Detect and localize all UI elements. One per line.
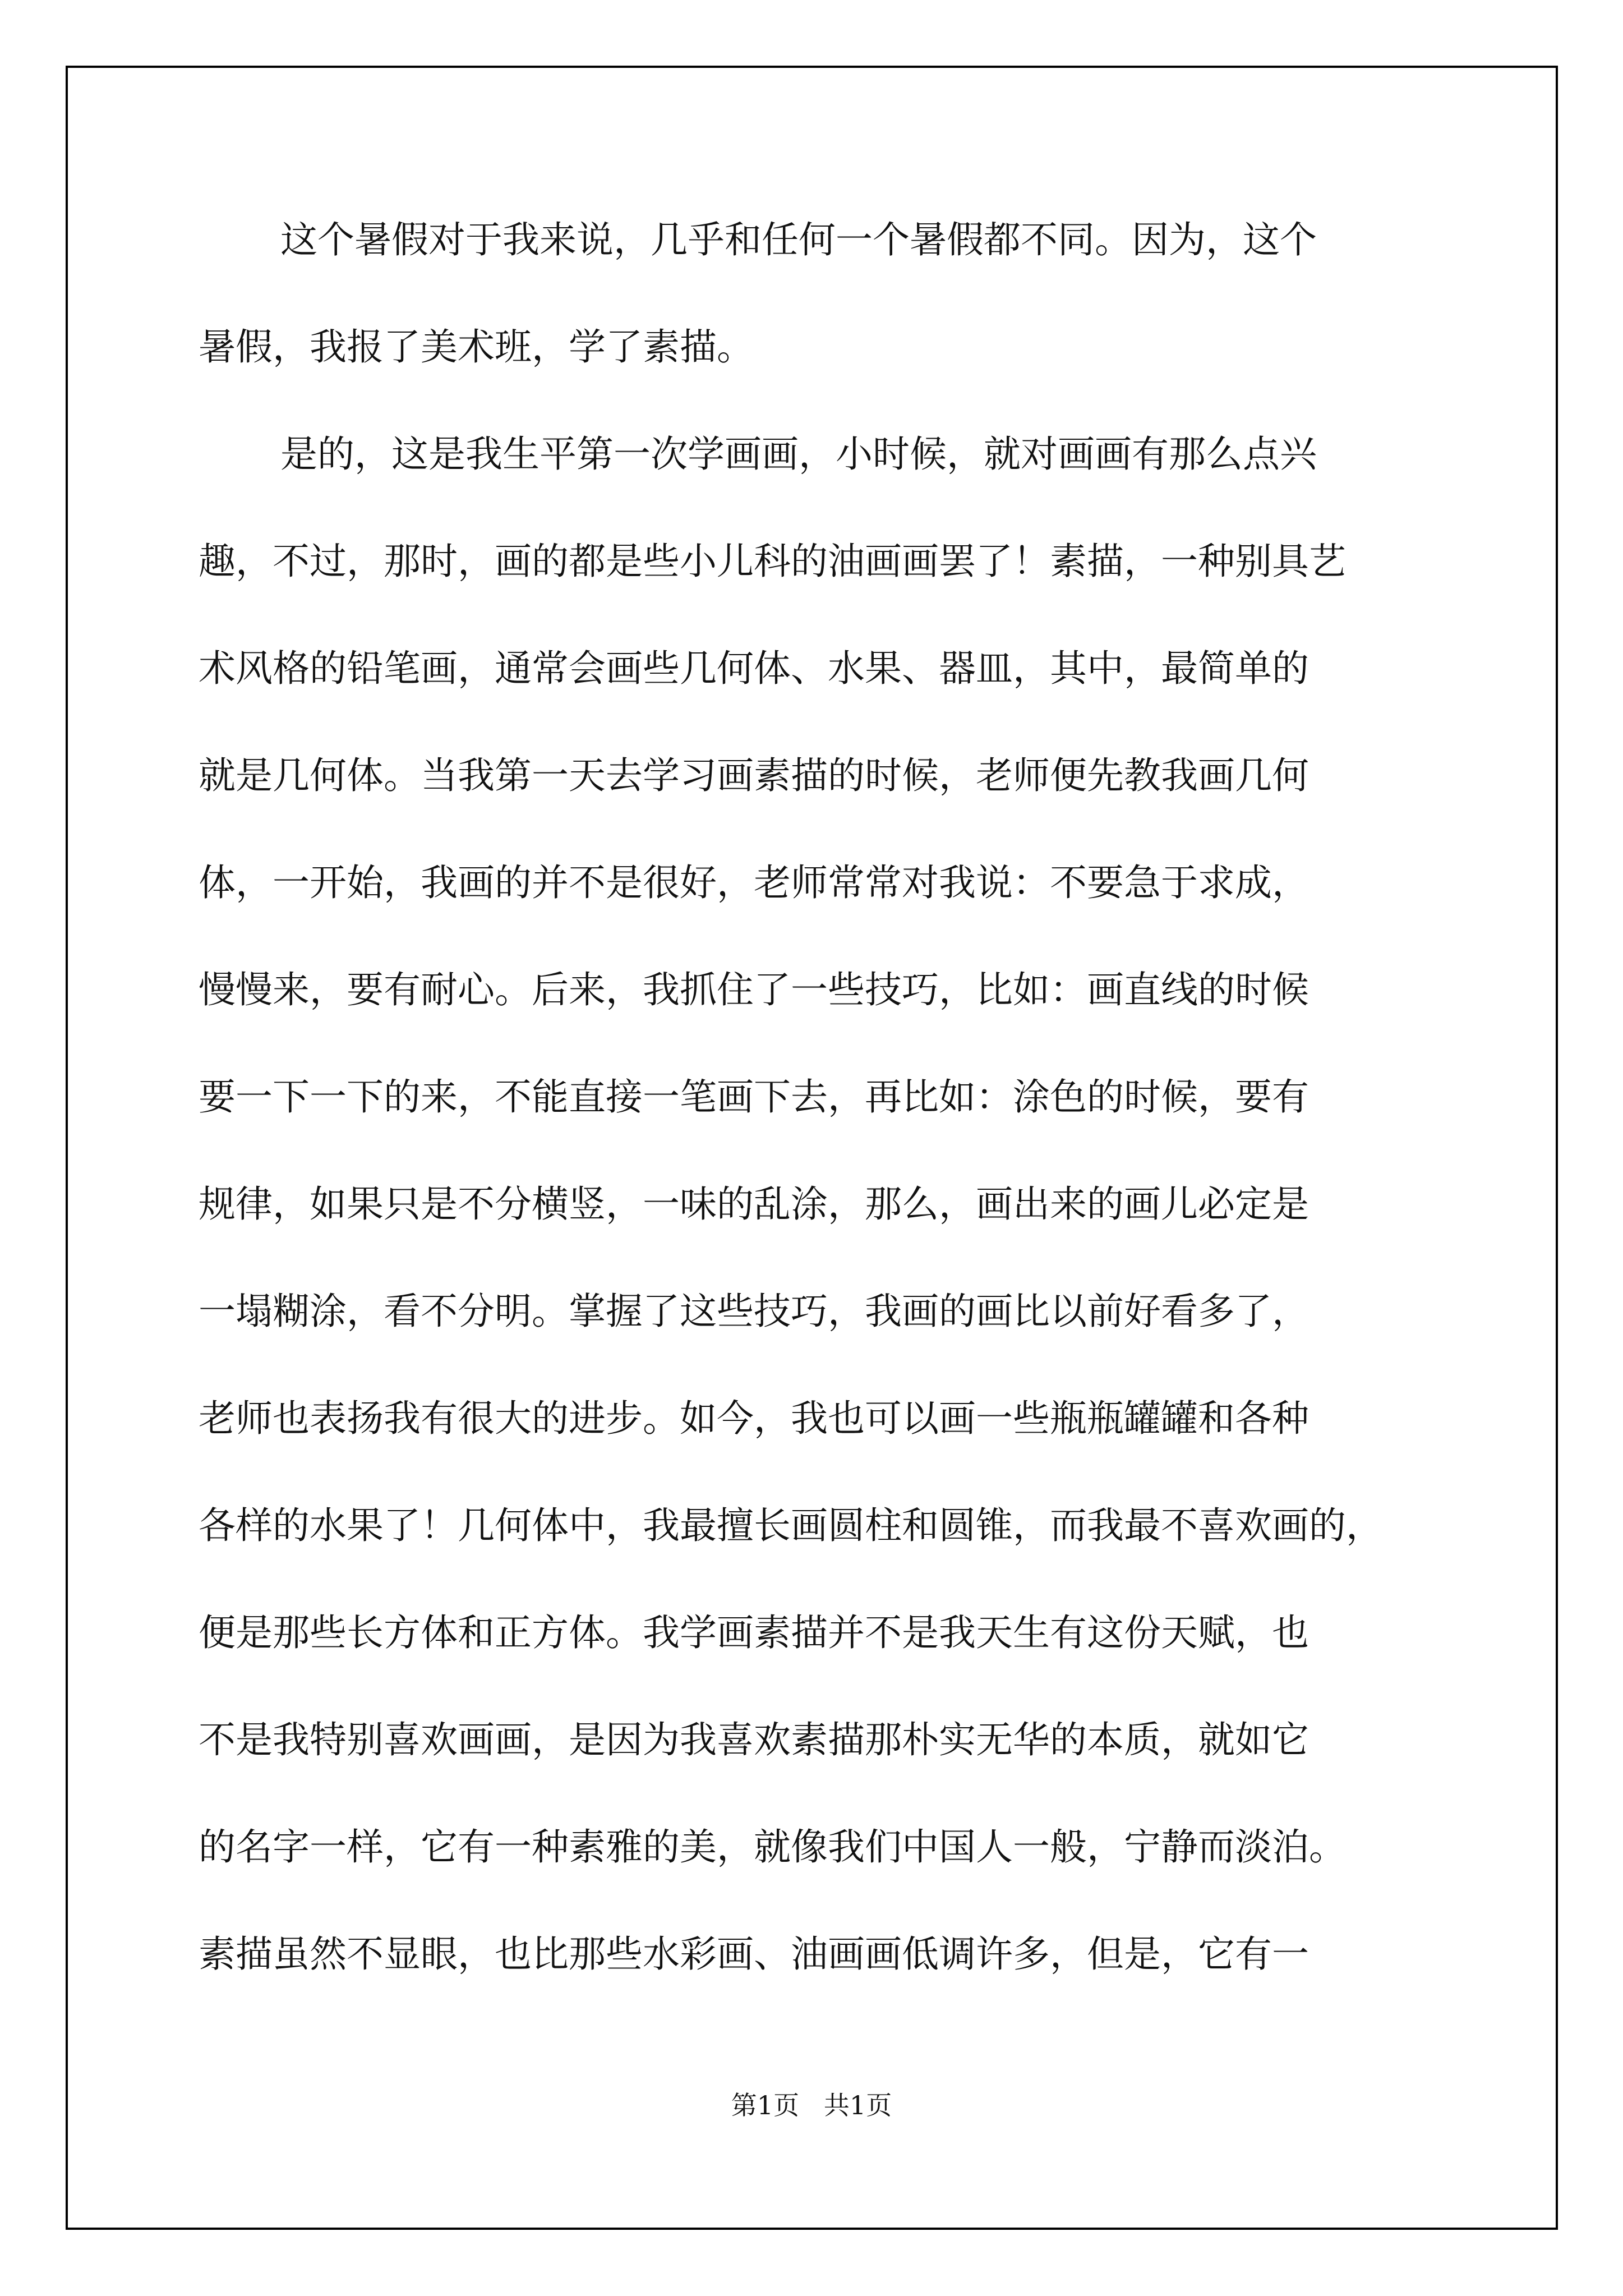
paragraph-2-line-2: 趣，不过，那时，画的都是些小儿科的油画画罢了！素描，一种别具艺 (199, 540, 1346, 583)
paragraph-2-line-12: 便是那些长方体和正方体。我学画素描并不是我天生有这份天赋，也 (199, 1611, 1309, 1654)
paragraph-2-line-8: 规律，如果只是不分横竖，一味的乱涂，那么，画出来的画儿必定是 (199, 1182, 1309, 1226)
page-number-footer: 第1页 共1页 (731, 2090, 892, 2120)
paragraph-2-line-15: 素描虽然不显眼，也比那些水彩画、油画画低调许多，但是，它有一 (199, 1932, 1309, 1976)
paragraph-2-line-14: 的名字一样，它有一种素雅的美，就像我们中国人一般，宁静而淡泊。 (199, 1825, 1346, 1869)
paragraph-1-line-2: 暑假，我报了美术班，学了素描。 (199, 325, 754, 369)
paragraph-2-line-9: 一塌糊涂，看不分明。掌握了这些技巧，我画的画比以前好看多了， (199, 1290, 1309, 1333)
document-body (199, 213, 1427, 2035)
paragraph-1-line-1: 这个暑假对于我来说，几乎和任何一个暑假都不同。因为，这个 (280, 218, 1317, 261)
paragraph-2-line-6: 慢慢来，要有耐心。后来，我抓住了一些技巧，比如：画直线的时候 (199, 968, 1309, 1011)
paragraph-2-line-11: 各样的水果了！几何体中，我最擅长画圆柱和圆锥，而我最不喜欢画的， (199, 1504, 1383, 1547)
paragraph-2-line-5: 体，一开始，我画的并不是很好，老师常常对我说：不要急于求成， (199, 861, 1309, 904)
paragraph-2-line-7: 要一下一下的来，不能直接一笔画下去，再比如：涂色的时候，要有 (199, 1075, 1309, 1119)
paragraph-2-line-10: 老师也表扬我有很大的进步。如今，我也可以画一些瓶瓶罐罐和各种 (199, 1397, 1309, 1440)
paragraph-2-line-4: 就是几何体。当我第一天去学习画素描的时候，老师便先教我画几何 (199, 754, 1309, 797)
paragraph-2-line-3: 术风格的铅笔画，通常会画些几何体、水果、器皿，其中，最简单的 (199, 647, 1309, 690)
paragraph-2-line-1: 是的，这是我生平第一次学画画，小时候，就对画画有那么点兴 (280, 432, 1317, 476)
paragraph-2-line-13: 不是我特别喜欢画画，是因为我喜欢素描那朴实无华的本质，就如它 (199, 1718, 1309, 1761)
